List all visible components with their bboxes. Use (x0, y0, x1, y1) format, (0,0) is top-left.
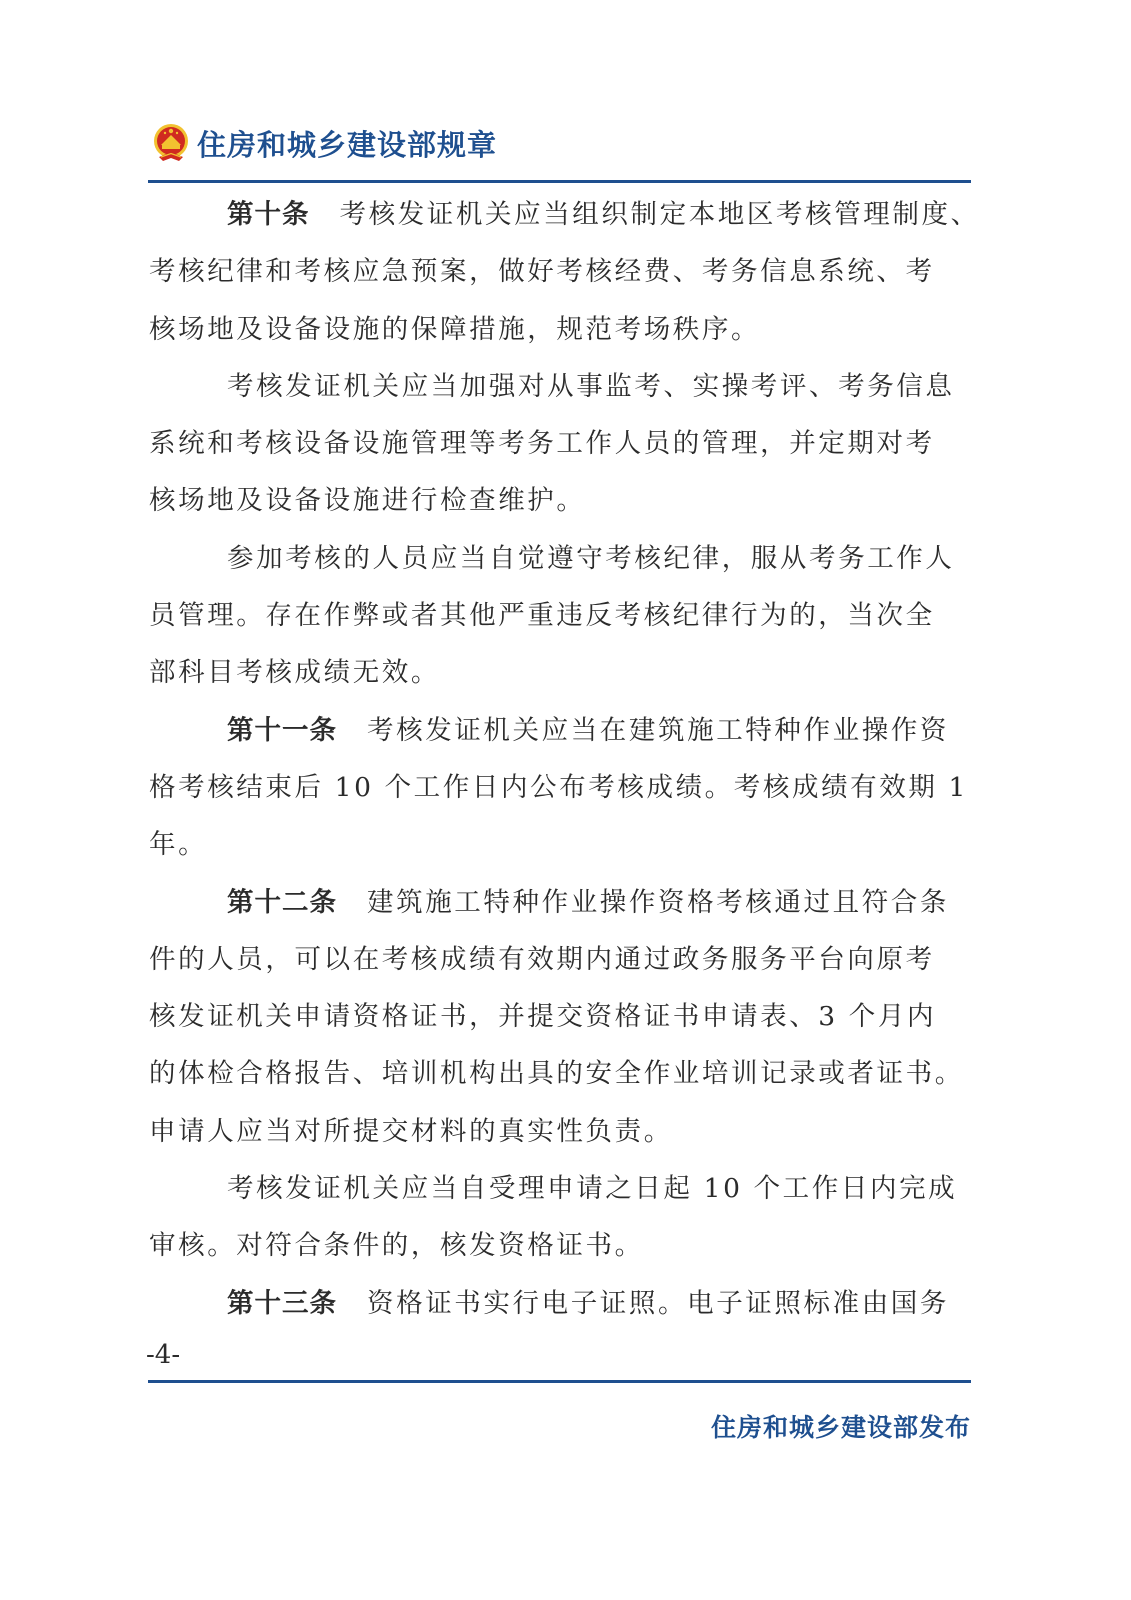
line-text: 考核发证机关应当加强对从事监考、实操考评、考务信息 (227, 370, 955, 402)
line-text: 的体检合格报告、培训机构出具的安全作业培训记录或者证书。 (149, 1058, 964, 1090)
line-text: 考核发证机关应当在建筑施工特种作业操作资 (367, 714, 949, 746)
text-line (149, 472, 971, 529)
text-line (149, 301, 971, 358)
document-body (149, 186, 980, 1332)
text-line (149, 415, 971, 472)
text-line (149, 874, 971, 931)
national-emblem-icon (151, 121, 191, 165)
text-line (149, 587, 971, 644)
text-line (149, 1103, 971, 1160)
line-text: 参加考核的人员应当自觉遵守考核纪律，服从考务工作人 (227, 542, 955, 574)
text-line (149, 186, 980, 243)
text-line (149, 931, 971, 988)
line-text: 件的人员，可以在考核成绩有效期内通过政务服务平台向原考 (149, 943, 935, 975)
line-text: 资格证书实行电子证照。电子证照标准由国务 (367, 1287, 949, 1319)
line-text: 核场地及设备设施进行检查维护。 (149, 485, 586, 517)
footer-publisher: 住房和城乡建设部发布 (710, 1413, 971, 1442)
line-text: 核场地及设备设施的保障措施，规范考场秩序。 (149, 313, 761, 345)
line-text: 格考核结束后 10 个工作日内公布考核成绩。考核成绩有效期 1 (149, 771, 968, 803)
text-line (149, 1275, 971, 1332)
page-header (151, 118, 497, 168)
line-text: 审核。对符合条件的，核发资格证书。 (149, 1230, 644, 1262)
text-line (149, 1160, 971, 1217)
header-divider (148, 180, 971, 183)
article-title: 第十三条 (227, 1287, 337, 1319)
line-text: 年。 (149, 829, 208, 861)
line-text: 员管理。存在作弊或者其他严重违反考核纪律行为的，当次全 (149, 600, 935, 632)
footer-divider (148, 1380, 971, 1383)
text-line (149, 243, 971, 300)
line-text: 申请人应当对所提交材料的真实性负责。 (149, 1115, 673, 1147)
line-text: 考核发证机关应当自受理申请之日起 10 个工作日内完成 (227, 1173, 958, 1205)
article-title: 第十二条 (227, 886, 337, 918)
article-title: 第十一条 (227, 714, 337, 746)
line-text: 考核发证机关应当组织制定本地区考核管理制度、 (339, 199, 980, 230)
text-line (149, 1045, 971, 1102)
article-title: 第十条 (227, 199, 310, 230)
text-line (149, 1217, 971, 1274)
header-title: 住房和城乡建设部规章 (197, 127, 498, 162)
line-text: 系统和考核设备设施管理等考务工作人员的管理，并定期对考 (149, 428, 935, 460)
text-line (149, 702, 971, 759)
line-text: 建筑施工特种作业操作资格考核通过且符合条 (367, 886, 949, 918)
line-text: 考核纪律和考核应急预案，做好考核经费、考务信息系统、考 (149, 256, 935, 288)
text-line (149, 358, 971, 415)
text-line (149, 759, 971, 816)
text-line (149, 644, 971, 701)
text-line (149, 816, 971, 873)
page-number: -4- (146, 1340, 181, 1370)
text-line (149, 988, 971, 1045)
line-text: 核发证机关申请资格证书，并提交资格证书申请表、3 个月内 (149, 1001, 937, 1033)
text-line (149, 530, 971, 587)
line-text: 部科目考核成绩无效。 (149, 657, 440, 689)
